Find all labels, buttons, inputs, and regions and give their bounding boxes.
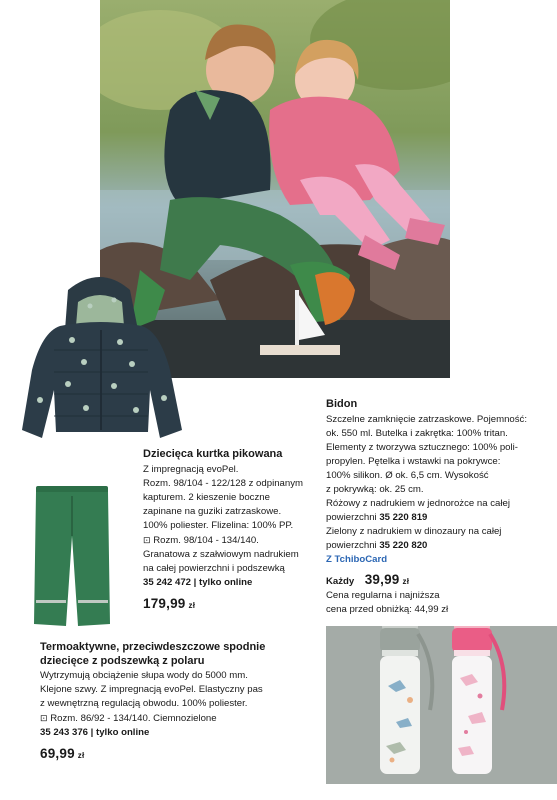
pants-price: 69,99 zł (40, 746, 85, 761)
jacket-price: 179,99 zł (143, 596, 196, 611)
jacket-title: Dziecięca kurtka pikowana (143, 448, 283, 460)
pants-description: Termoaktywne, przeciwdeszczowe spodnie dziecięce z podszewką z polaru Wytrzymują obciążenie słupa wody do 5000 mm. Klejone szwy. Z impregnacją evoPel. Elastyczny pas z wewnętrzną regulacją obwodu. 100% poliester. ⊡ Rozm. 86/92 - 134/140. Ciemnozielone 35 243 376 | tylko online 69,99 zł (40, 641, 266, 761)
bottle-image (326, 626, 557, 784)
pants-title-line2: dziecięce z podszewką z polaru (40, 655, 205, 667)
bottle-description: Bidon Szczelne zamknięcie zatrzaskowe. Pojemność: ok. 550 ml. Butelka i zakrętka: 100% tritan. Elementy z tworzywa sztucznego: 100% poli- propylen. Pętelka i wstawki na pokrywce: 100% silikon. Ø ok. 6,5 cm. Wysokość z pokrywką: ok. 25 cm. Różowy z nadrukiem w jednorożce na całej powierzchni 35 220 819 Zielony z nadrukiem w dinozaury na całej powierzchni 35 220 820 Z TchiboCard Każdy 39,99 zł Cena regularna i najniższa cena przed obniżką: 44,99 zł (326, 398, 528, 615)
washing-icon: ⊡ (143, 535, 151, 545)
bottle-price: Każdy 39,99 zł (326, 572, 410, 587)
pants-image (34, 486, 110, 628)
bottle-pink-code: 35 220 819 (379, 512, 428, 523)
jacket-image (20, 270, 182, 442)
bottle-green-code: 35 220 820 (379, 540, 428, 551)
pants-product-code: 35 243 376 (40, 727, 89, 738)
pants-online-badge: tylko online (96, 727, 150, 738)
pants-title-line1: Termoaktywne, przeciwdeszczowe spodnie (40, 641, 266, 653)
jacket-online-badge: tylko online (199, 577, 253, 588)
tchibocard-label: Z TchiboCard (326, 554, 388, 565)
jacket-product-code: 35 242 472 (143, 577, 192, 588)
jacket-description: Dziecięca kurtka pikowana Z impregnacją evoPel. Rozm. 98/104 - 122/128 z odpinanym kapturem. 2 kieszenie boczne zapinane na guziki zatrzaskowe. 100% poliester. Flizelina: 100% PP. ⊡ Rozm. 98/104 - 134/140. Granatowa z szałwiowym nadrukiem na całej powierzchni i podszewką 35 242 472 | tylko online 179,99 zł (143, 448, 303, 611)
bottle-title: Bidon (326, 398, 358, 410)
washing-icon: ⊡ (40, 713, 48, 723)
